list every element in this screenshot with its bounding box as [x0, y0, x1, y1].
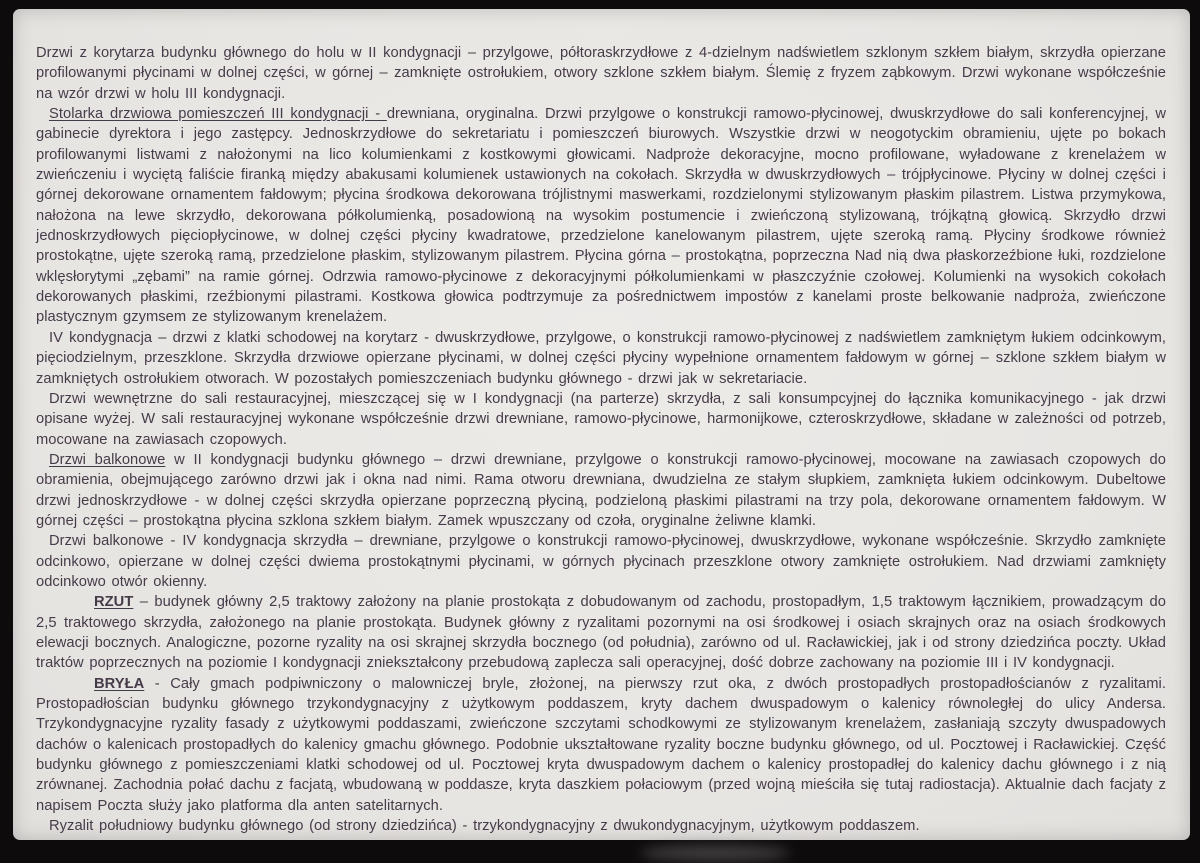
paragraph: Ryzalit południowy budynku głównego (od strony dziedzińca) - trzykondygnacyjny z dwukondygnacyjnym, użytkowym poddaszem.: [49, 818, 920, 835]
scan-edge-smudge: [640, 845, 790, 861]
paragraph-lead: BRYŁA: [94, 675, 145, 692]
paragraph: Drzwi balkonowe - IV kondygnacja skrzydła – drewniane, przylgowe o konstrukcji ramowo-płycinowej, dwuskrzydłowe, wykonane współcześnie. Skrzydło zamknięte odcinkowo, opierzane w dolnej części dwiema prostokątnymi płycinami, w górnych płycinach przeszklone otwory zamknięte ostrołukiem. Nad drzwiami zamknięty odcinkowo otwór okienny.: [36, 533, 1166, 590]
paragraph-lead: Stolarka drzwiowa pomieszczeń III kondygnacji -: [49, 106, 387, 123]
paragraph: Stolarka drzwiowa pomieszczeń III kondygnacji - drewniana, oryginalna. Drzwi przylgowe o konstrukcji ramowo-płycinowej, dwuskrzydłowe do sali konferencyjnej, w gabinecie dyrektora i jego zastępcy. Jednoskrzydłowe do sekretariatu i pomieszczeń biurowych. Wszystkie drzwi w neogotyckim obramieniu, ujęte po bokach profilowanymi listwami z nałożonymi na lico kolumienkami z kostkowymi głowicami. Nadproże dekoracyjne, mocno profilowane, wyładowane z krenelażem w zwieńczeniu i wyciętą faliście firanką między abakusami kolumienek ustawionych na cokołach. Skrzydła w dwuskrzydłowych – trójpłycinowe. Płyciny w dolnej części i górnej dekorowane ornamentem fałdowym; płycina środkowa dekorowana trójlistnymi maswerkami, rozdzielonymi stylizowanym płaskim pilastrem. Listwa przymykowa, nałożona na lewe skrzydło, dekorowana półkolumienką, posadowioną na wysokim postumencie i zwieńczoną stylizowaną, trójkątną głowicą. Skrzydło drzwi jednoskrzydłowych pięciopłycinowe, w dolnej części płyciny kwadratowe, przedzielone kanelowanym pilastrem, ujęte szeroką ramą. Płyciny środkowe również prostokątne, ujęte szeroką ramą, przedzielone płaskim, stylizowanym pilastrem. Płycina górna – prostokątna, poprzeczna Nad nią dwa płaskorzeźbione łuki, rozdzielone wklęsłorytymi „zębami” na ramie górnej. Odrzwia ramowo-płycinowe z dekoracyjnymi półkolumienkami w płaszczyźnie czołowej. Kolumienki na wysokich cokołach dekorowanych płaskimi, rzeźbionymi pilastrami. Kostkowa głowica podtrzymuje za pośrednictwem impostów z kanelami proste belkowanie nadproża, zwieńczone plastycznym gzymsem ze stylizowanym krenelażem.: [36, 106, 1166, 326]
document-text: [36, 43, 1166, 836]
scanned-page: [13, 9, 1190, 840]
paragraph: Drzwi balkonowe w II kondygnacji budynku głównego – drzwi drewniane, przylgowe o konstrukcji ramowo-płycinowej, mocowane na zawiasach czopowych do obramienia, obejmującego zarówno drzwi jak i okna nad nimi. Rama otworu drewniana, dwudzielna ze stałym słupkiem, zamknięta łukiem odcinkowym. Dubeltowe drzwi jednoskrzydłowe - w dolnej części skrzydła opierzane poprzeczną płyciną, podzieloną płaskimi pilastrami na trzy pola, dekorowane ornamentem fałdowym. W górnej części – prostokątna płycina szklona szkłem białym. Zamek wpuszczany od czoła, oryginalne żeliwne klamki.: [36, 451, 1166, 529]
paragraph: Drzwi wewnętrzne do sali restauracyjnej, mieszczącej się w I kondygnacji (na parterze) skrzydła, z sali konsumpcyjnej do łącznika komunikacyjnego - jak drzwi opisane wyżej. W sali restauracyjnej wykonane współcześnie drzwi drewniane, ramowo-płycinowe, harmonijkowe, czteroskrzydłowe, składane w zależności od potrzeb, mocowane na zawiasach czopowych.: [36, 390, 1166, 448]
paragraph: BRYŁA - Cały gmach podpiwniczony o malowniczej bryle, złożonej, na pierwszy rzut oka, z dwóch prostopadłych prostopadłościanów z ryzalitami. Prostopadłościan budynku głównego trzykondygnacyjny z użytkowym poddaszem, kryty dachem dwuspadowym o kalenicy równoległej do ulicy Andersa. Trzykondygnacyjne ryzality fasady z użytkowymi poddaszami, zwieńczone szczytami schodkowymi ze stylizowanym krenelażem, zasłaniają szczyty dwuspadowych dachów o kalenicach prostopadłych do kalenicy gmachu głównego. Podobnie ukształtowane ryzality boczne budynku głównego, od ul. Pocztowej i Racławickiej. Część budynku głównego z pomieszczeniami klatki schodowej od ul. Pocztowej kryta dwuspadowym dachem o kalenicy prostopadłej do kalenicy dachu głównego i z nią zrównanej. Zachodnia połać dachu z facjatą, wbudowaną w poddasze, kryta daszkiem połaciowym (przed wojną mieściła się tutaj radiostacja). Aktualnie dach facjaty z napisem Poczta służy jako platforma dla anten satelitarnych.: [36, 675, 1166, 814]
paragraph-lead: RZUT: [94, 594, 134, 611]
paragraph: RZUT – budynek główny 2,5 traktowy założony na planie prostokąta z dobudowanym od zachodu, prostopadłym, 1,5 traktowym łącznikiem, prowadzącym do 2,5 traktowego skrzydła, założonego na planie prostokąta. Budynek główny z ryzalitami pozornymi na osi środkowej i osiach skrajnych oraz na osiach środkowych elewacji bocznych. Analogiczne, pozorne ryzality na osi skrajnej skrzydła bocznego (od południa), zarówno od ul. Racławickiej, jak i od strony dziedzińca poczty. Układ traktów poprzecznych na poziomie I kondygnacji zniekształcony przebudową zaplecza sali operacyjnej, dość dobrze zachowany na poziomie III i IV kondygnacji.: [36, 594, 1166, 672]
paragraph-lead: Drzwi balkonowe: [49, 451, 166, 468]
paragraph: Drzwi z korytarza budynku głównego do holu w II kondygnacji – przylgowe, półtoraskrzydłowe z 4-dzielnym nadświetlem szklonym szkłem białym, skrzydła opierzane profilowanymi płycinami w dolnej części, w górnej – zamknięte ostrołukiem, otwory szklone szkłem białym. Ślemię z fryzem ząbkowym. Drzwi wykonane współcześnie na wzór drzwi w holu III kondygnacji.: [36, 45, 1166, 102]
paragraph: IV kondygnacja – drzwi z klatki schodowej na korytarz - dwuskrzydłowe, przylgowe, o konstrukcji ramowo-płycinowej z nadświetlem zamkniętym łukiem odcinkowym, pięciodzielnym, przeszklone. Skrzydła drzwiowe opierzane płycinami, w dolnej części płyciny wypełnione ornamentem fałdowym w górnej – szklone szkłem białym w zamkniętych ostrołukiem otworach. W pozostałych pomieszczeniach budynku głównego - drzwi jak w sekretariacie.: [36, 329, 1166, 387]
